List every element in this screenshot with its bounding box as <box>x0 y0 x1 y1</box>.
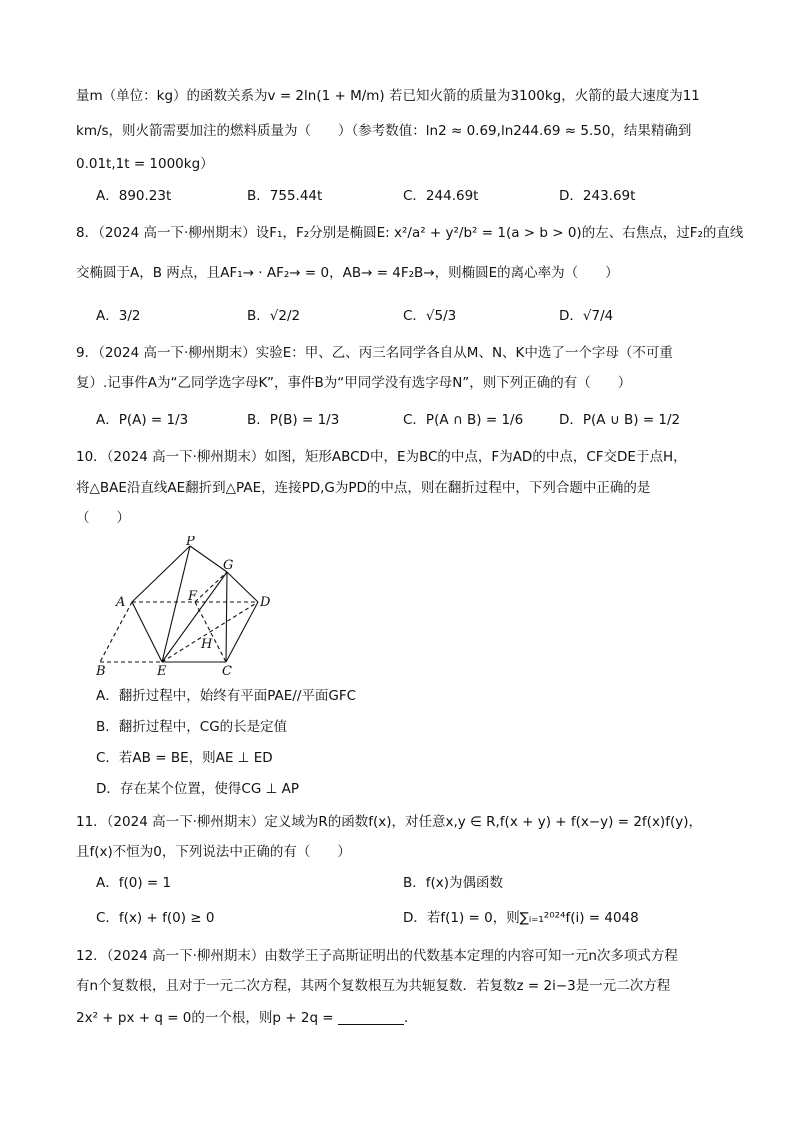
q12-line3 <box>76 1008 408 1028</box>
q12-line1: 12．（2024 高一下·柳州期末）由数学王子高斯证明出的代数基本定理的内容可知一元n次多项式方程 <box>76 948 678 964</box>
q12-line3-text: 2x² + px + q = 0的一个根，则p + 2q = <box>76 1010 338 1026</box>
q9-option-b[interactable]: B．P(B) = 1/3 <box>247 412 340 428</box>
q12-line3-end: . <box>403 1010 409 1026</box>
q11-line2: 且f(x)不恒为0，下列说法中正确的有（ ） <box>76 844 351 860</box>
q9-line1: 9．（2024 高一下·柳州期末）实验E：甲、乙、丙三名同学各自从M、N、K中选了一个字母（不可重 <box>76 345 673 361</box>
q9-option-c[interactable]: C．P(A ∩ B) = 1/6 <box>403 412 524 428</box>
q7-line2: km/s，则火箭需要加注的燃料质量为（ ）（参考数值：ln2 ≈ 0.69,ln244.69 ≈ 5.50，结果精确到 <box>76 123 692 139</box>
q10-option-d[interactable]: D．存在某个位置，使得CG ⊥ AP <box>96 781 300 797</box>
figure-label-b: B <box>96 664 106 678</box>
q11-option-d[interactable]: D．若f(1) = 0，则∑ᵢ₌₁²⁰²⁴f(i) = 4048 <box>403 910 639 926</box>
figure-label-e: E <box>157 664 167 678</box>
q11-line1: 11．（2024 高一下·柳州期末）定义域为R的函数f(x)，对任意x,y ∈ R,f(x + y) + f(x−y) = 2f(x)f(y)， <box>76 814 702 830</box>
q7-option-d[interactable]: D．243.69t <box>559 188 636 204</box>
q11-option-a[interactable]: A．f(0) = 1 <box>96 875 172 891</box>
figure-label-h: H <box>201 637 213 652</box>
q8-option-d[interactable]: D．√7/4 <box>559 308 614 324</box>
q9-option-d[interactable]: D．P(A ∪ B) = 1/2 <box>559 412 681 428</box>
q10-line3: （ ） <box>76 510 130 526</box>
q8-line2: 交椭圆于A，B 两点，且AF₁→ · AF₂→ = 0，AB→ = 4F₂B→，则椭圆E的离心率为（ ） <box>76 265 619 281</box>
figure-label-p: P <box>186 536 195 549</box>
q11-option-b[interactable]: B．f(x)为偶函数 <box>403 875 504 891</box>
q12-line2: 有n个复数根，且对于一元二次方程，其两个复数根互为共轭复数．若复数z = 2i−3是一元二次方程 <box>76 978 671 994</box>
q7-line3: 0.01t,1t = 1000kg） <box>76 156 214 172</box>
q9-option-a[interactable]: A．P(A) = 1/3 <box>96 412 189 428</box>
figure-label-a: A <box>116 595 126 610</box>
geometry-figure <box>90 536 290 678</box>
q10-line2: 将△BAE沿直线AE翻折到△PAE，连接PD,G为PD的中点，则在翻折过程中，下列合题中正确的是 <box>76 480 651 496</box>
answer-blank[interactable] <box>338 1010 404 1025</box>
figure-label-c: C <box>222 664 232 678</box>
q7-option-c[interactable]: C．244.69t <box>403 188 479 204</box>
q8-line1: 8．（2024 高一下·柳州期末）设F₁，F₂分别是椭圆E: x²/a² + y²/b² = 1(a > b > 0)的左、右焦点，过F₂的直线 <box>76 225 744 241</box>
q8-option-a[interactable]: A．3/2 <box>96 308 141 324</box>
q8-option-b[interactable]: B．√2/2 <box>247 308 301 324</box>
q11-option-c[interactable]: C．f(x) + f(0) ≥ 0 <box>96 910 215 926</box>
q10-line1: 10．（2024 高一下·柳州期末）如图，矩形ABCD中，E为BC的中点，F为AD的中点，CF交DE于点H， <box>76 449 687 465</box>
q10-option-b[interactable]: B．翻折过程中，CG的长是定值 <box>96 719 288 735</box>
q7-line1: 量m（单位：kg）的函数关系为v = 2ln(1 + M/m) 若已知火箭的质量为3100kg，火箭的最大速度为11 <box>76 88 700 104</box>
q9-line2: 复）.记事件A为“乙同学选字母K”，事件B为“甲同学没有选字母N”，则下列正确的有（ ） <box>76 375 632 391</box>
q10-option-c[interactable]: C．若AB = BE，则AE ⊥ ED <box>96 750 273 766</box>
figure-label-f: F <box>188 589 198 604</box>
figure-label-g: G <box>223 558 234 573</box>
figure-label-d: D <box>260 595 271 610</box>
q7-option-a[interactable]: A．890.23t <box>96 188 172 204</box>
q8-option-c[interactable]: C．√5/3 <box>403 308 457 324</box>
q10-option-a[interactable]: A．翻折过程中，始终有平面PAE//平面GFC <box>96 688 357 704</box>
q7-option-b[interactable]: B．755.44t <box>247 188 323 204</box>
